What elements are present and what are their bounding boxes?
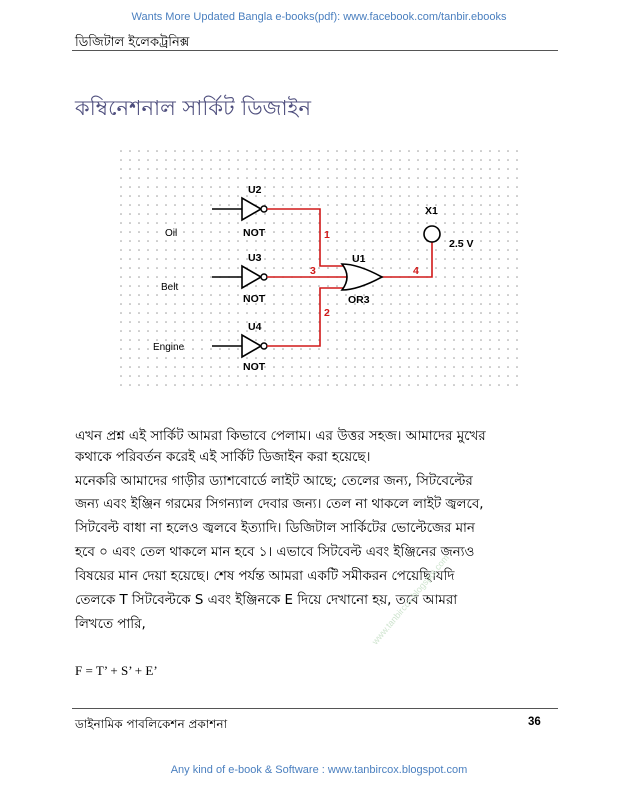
running-header-title: ডিজিটাল ইলেকট্রনিক্স — [75, 35, 190, 50]
gate-u1-ref: U1 — [352, 253, 366, 265]
paragraph-line: জন্য এবং ইঞ্জিন গরমের সিগন্যাল দেবার জন্য। তেল না থাকলে লাইট জ্বলবে, — [75, 497, 484, 512]
footer-divider — [72, 708, 558, 709]
boolean-formula: F = T’ + S’ + E’ — [75, 663, 158, 678]
net-label-4: 4 — [413, 265, 419, 277]
header-divider — [72, 50, 558, 51]
indicator-ref: X1 — [425, 205, 438, 217]
net-label-3: 3 — [310, 265, 316, 277]
gate-u2-ref: U2 — [248, 184, 262, 196]
section-title: কম্বিনেশনাল সার্কিট ডিজাইন — [75, 96, 311, 120]
gate-u3-ref: U3 — [248, 252, 262, 264]
schematic-grid — [120, 150, 520, 392]
paragraph-line: সিটবেল্ট বাধা না হলেও জ্বলবে ইত্যাদি। ডিজিটাল সার্কিটের ভোল্টেজের মান — [75, 521, 475, 536]
gate-u4-ref: U4 — [248, 321, 262, 333]
paragraph-line: এখন প্রশ্ন এই সার্কিট আমরা কিভাবে পেলাম। এর উত্তর সহজ। আমাদের মুখের — [75, 429, 486, 444]
footer-publisher: ডাইনামিক পাবলিকেশন প্রকাশনা — [75, 717, 228, 731]
net-label-2: 2 — [324, 307, 330, 319]
top-banner: Wants More Updated Bangla e-books(pdf): www.facebook.com/tanbir.ebooks — [131, 11, 507, 23]
gate-u1-type: OR3 — [348, 294, 370, 306]
paragraph-line: তেলকে T সিটবেল্টকে S এবং ইঞ্জিনকে E দিয়ে দেখানো হয়, তবে আমরা — [75, 593, 458, 608]
paragraph-line: কথাকে পরিবর্তন করেই এই সার্কিট ডিজাইন করা হয়েছে। — [75, 450, 371, 465]
circuit-diagram — [120, 150, 520, 392]
paragraph-line: মনেকরি আমাদের গাড়ীর ড্যাশবোর্ডে লাইট আছে; তেলের জন্য, সিটবেল্টের — [75, 474, 473, 489]
bottom-banner: Any kind of e-book & Software : www.tanbircox.blogspot.com — [170, 764, 468, 776]
paragraph-line: বিষয়ের মান দেয়া হয়েছে। শেষ পর্যন্ত আমরা একটি সমীকরন পেয়েছি।যদি — [75, 569, 455, 584]
input-label-engine: Engine — [153, 342, 185, 353]
gate-u3-type: NOT — [243, 293, 266, 305]
indicator-voltage: 2.5 V — [449, 238, 474, 250]
gate-u4-type: NOT — [243, 361, 266, 373]
page-number: 36 — [528, 716, 541, 728]
gate-u2-type: NOT — [243, 227, 266, 239]
net-label-1: 1 — [324, 229, 330, 241]
watermark: www.tanbircox.blogspot.com — [370, 552, 451, 647]
paragraph-line: হবে ০ এবং তেল থাকলে মান হবে ১। এভাবে সিটবেল্ট এবং ইঞ্জিনের জন্যও — [75, 545, 475, 560]
input-label-belt: Belt — [161, 282, 179, 293]
input-label-oil: Oil — [165, 228, 178, 239]
paragraph-line: লিখতে পারি, — [75, 617, 146, 632]
